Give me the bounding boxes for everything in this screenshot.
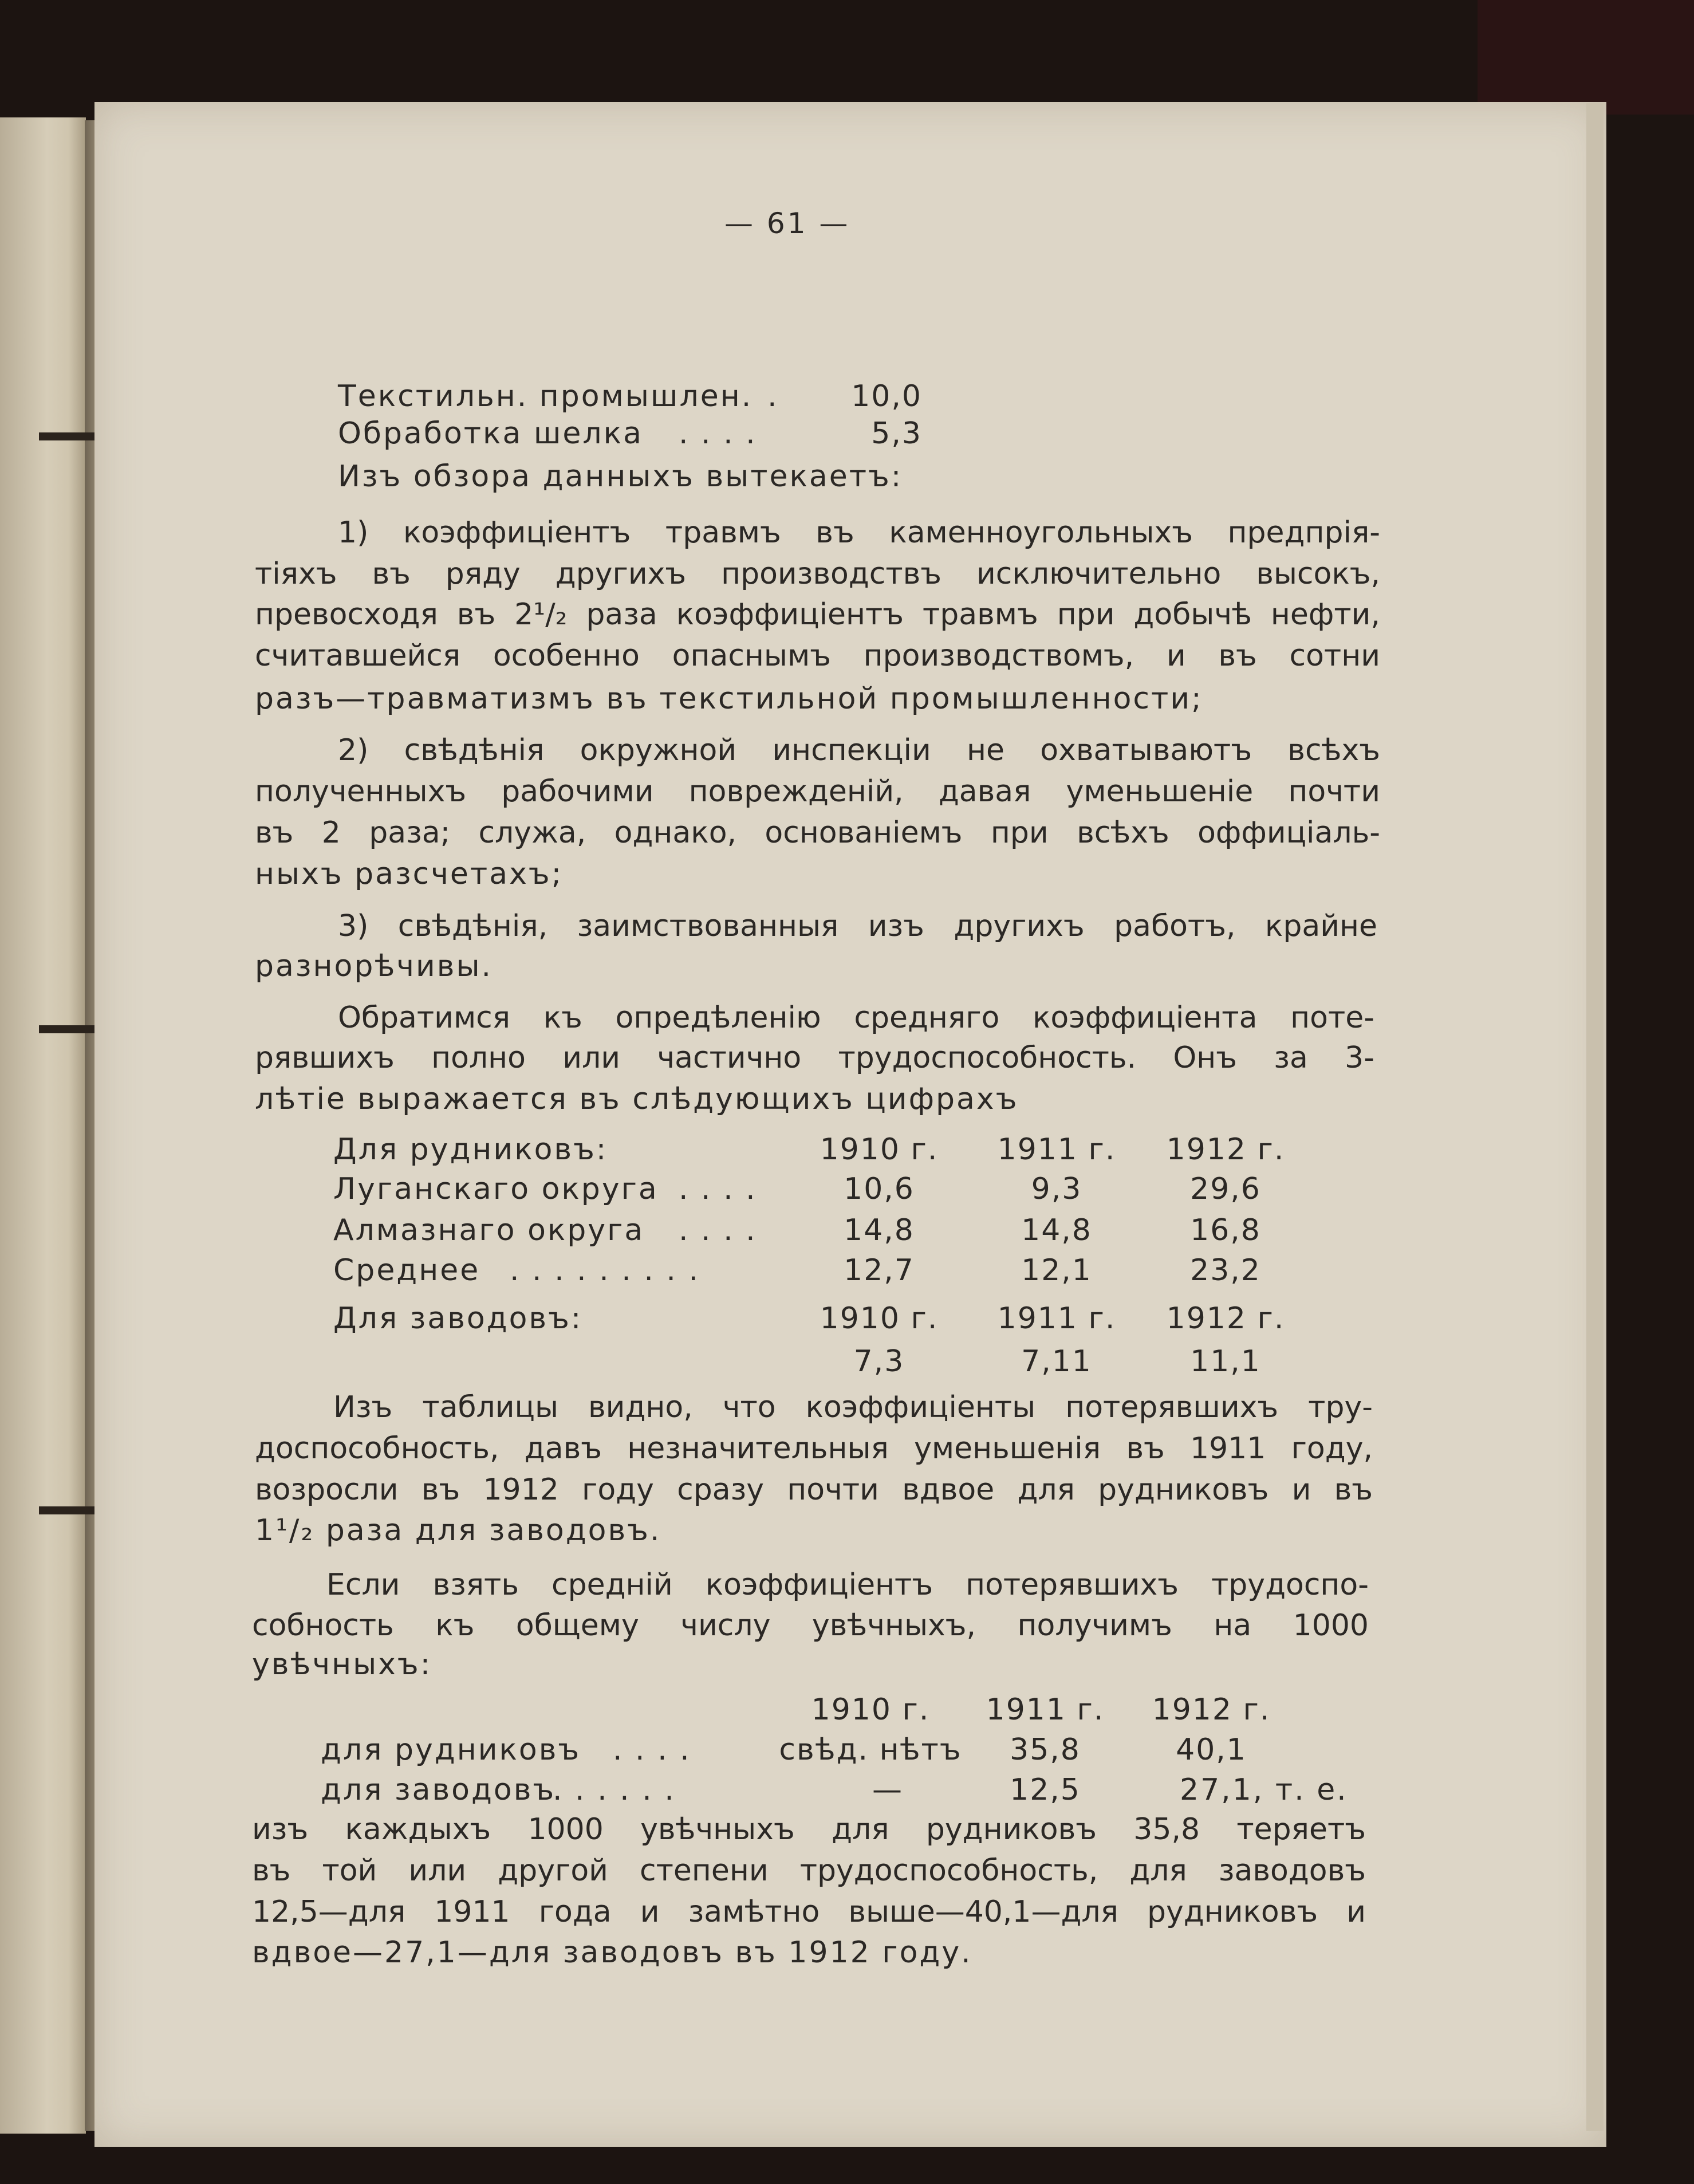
table-cell: — [872, 1773, 903, 1807]
table-cell: свѣд. нѣтъ [779, 1733, 962, 1767]
year-header: 1912 г. [1166, 1132, 1285, 1167]
table-cell: 7,11 [1021, 1344, 1092, 1379]
table-row-dots: . . . . [679, 1213, 757, 1248]
table-row-dots: . . . . . . [553, 1773, 676, 1807]
table-row-label: Алмазнаго округа [333, 1213, 645, 1248]
table-cell: 9,3 [1031, 1172, 1082, 1206]
paragraph-line: разъ—травматизмъ въ текстильной промышленности; [255, 682, 1203, 716]
paragraph-line: собность къ общему числу увѣчныхъ, получимъ на 1000 [252, 1608, 1369, 1643]
list-dots: . . . . [679, 416, 757, 451]
table-cell: 40,1 [1176, 1733, 1247, 1767]
paragraph-line: Обратимся къ опредѣленію средняго коэффиціента поте- [338, 1001, 1374, 1035]
year-header: 1910 г. [811, 1693, 930, 1727]
paragraph-line: 1) коэффиціентъ травмъ въ каменноугольныхъ предпрія- [338, 515, 1380, 550]
paragraph-line: разнорѣчивы. [255, 949, 493, 983]
year-header: 1911 г. [997, 1301, 1116, 1336]
paragraph-line: лѣтіе выражается въ слѣдующихъ цифрахъ [255, 1082, 1019, 1116]
table-cell: 10,6 [844, 1172, 915, 1206]
table-cell: 12,1 [1021, 1253, 1092, 1288]
year-header: 1912 г. [1166, 1301, 1285, 1336]
list-value: 10,0 [851, 379, 922, 414]
table-cell: 23,2 [1190, 1253, 1261, 1288]
year-header: 1911 г. [997, 1132, 1116, 1167]
table-cell: 14,8 [1021, 1213, 1092, 1248]
paragraph-line: вдвое—27,1—для заводовъ въ 1912 году. [252, 1935, 972, 1970]
paragraph-line: 12,5—для 1911 года и замѣтно выше—40,1—для рудниковъ и [252, 1895, 1366, 1929]
page-number: — 61 — [724, 207, 850, 240]
year-header: 1910 г. [820, 1132, 939, 1167]
table-cell: 29,6 [1190, 1172, 1261, 1206]
table-cell: 12,5 [1010, 1773, 1081, 1807]
table-section-header: Для рудниковъ: [333, 1132, 608, 1167]
paragraph-line: Если взять средній коэффиціентъ потерявшихъ трудоспо- [326, 1568, 1369, 1602]
paragraph-line: доспособность, давъ незначительныя уменьшенія въ 1911 году, [255, 1431, 1373, 1466]
paragraph-line: 2) свѣдѣнія окружной инспекціи не охватываютъ всѣхъ [338, 733, 1380, 768]
list-label: Текстильн. промышлен. [338, 379, 753, 414]
paragraph-line: превосходя въ 2¹/₂ раза коэффиціентъ травмъ при добычѣ нефти, [255, 597, 1380, 632]
paragraph-line: Изъ таблицы видно, что коэффиціенты потерявшихъ тру- [333, 1390, 1373, 1424]
intro-line: Изъ обзора данныхъ вытекаетъ: [338, 459, 903, 494]
paragraph-line: тіяхъ въ ряду другихъ производствъ исключительно высокъ, [255, 557, 1380, 591]
table-cell: 16,8 [1190, 1213, 1261, 1248]
paragraph-line: рявшихъ полно или частично трудоспособность. Онъ за 3- [255, 1041, 1374, 1075]
table-row-dots: . . . . [679, 1172, 757, 1206]
table-row-label: для заводовъ [321, 1773, 556, 1807]
table-cell: 27,1, т. е. [1180, 1773, 1348, 1807]
table-section-header: Для заводовъ: [333, 1301, 583, 1336]
list-dots: . [767, 379, 779, 414]
paragraph-line: 3) свѣдѣнія, заимствованныя изъ другихъ работъ, крайне [338, 909, 1377, 943]
year-header: 1911 г. [986, 1693, 1105, 1727]
paragraph-line: 1¹/₂ раза для заводовъ. [255, 1513, 661, 1548]
table-cell: 7,3 [853, 1344, 905, 1379]
table-row-dots: . . . . . . . . . [510, 1253, 700, 1288]
paragraph-line: въ той или другой степени трудоспособность, для заводовъ [252, 1854, 1366, 1888]
paragraph-line: полученныхъ рабочими поврежденій, давая уменьшеніе почти [255, 774, 1380, 809]
table-cell: 14,8 [844, 1213, 915, 1248]
table-cell: 35,8 [1010, 1733, 1081, 1767]
table-row-label: для рудниковъ [321, 1733, 581, 1767]
table-row-label: Луганскаго округа [333, 1172, 659, 1206]
year-header: 1912 г. [1152, 1693, 1271, 1727]
paragraph-line: въ 2 раза; служа, однако, основаніемъ при всѣхъ оффиціаль- [255, 816, 1380, 850]
table-row-label: Среднее [333, 1253, 480, 1288]
year-header: 1910 г. [820, 1301, 939, 1336]
paragraph-line: возросли въ 1912 году сразу почти вдвое для рудниковъ и въ [255, 1473, 1373, 1507]
paragraph-line: считавшейся особенно опаснымъ производствомъ, и въ сотни [255, 639, 1380, 673]
paragraph-line: изъ каждыхъ 1000 увѣчныхъ для рудниковъ 35,8 теряетъ [252, 1812, 1366, 1847]
list-value: 5,3 [871, 416, 922, 451]
paragraph-line: увѣчныхъ: [252, 1647, 432, 1682]
table-row-dots: . . . . [613, 1733, 691, 1767]
table-cell: 11,1 [1190, 1344, 1261, 1379]
table-cell: 12,7 [844, 1253, 915, 1288]
paragraph-line: ныхъ разсчетахъ; [255, 857, 564, 891]
list-label: Обработка шелка [338, 416, 643, 451]
